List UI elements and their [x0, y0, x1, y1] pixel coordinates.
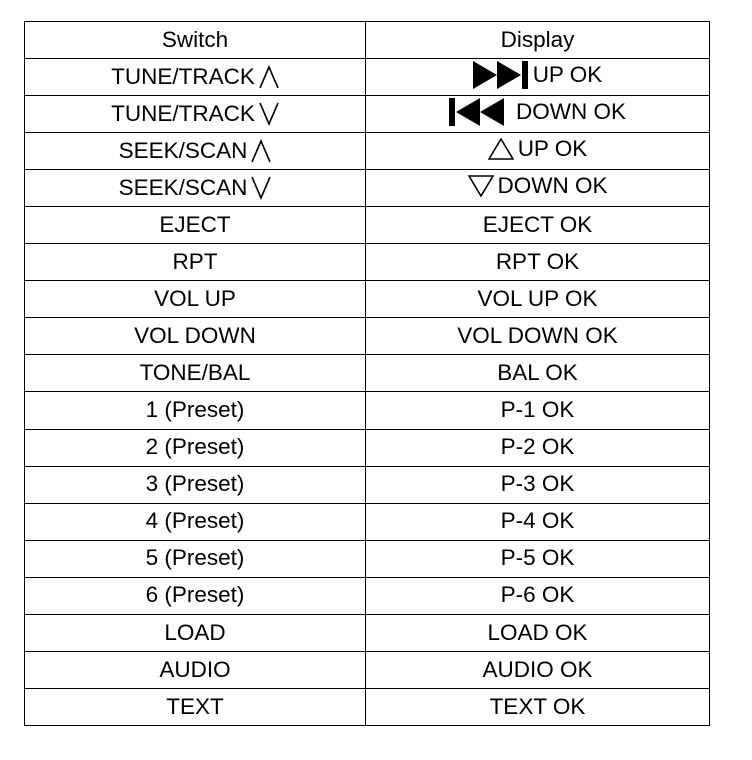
switch-cell: RPT [25, 244, 366, 281]
table-header-row [25, 22, 710, 59]
table-row [25, 466, 710, 503]
caret-down-icon [259, 102, 279, 126]
switch-cell: 1 (Preset) [25, 392, 366, 429]
display-cell: TEXT OK [366, 688, 710, 725]
display-label: DOWN OK [516, 98, 626, 124]
display-cell: RPT OK [366, 244, 710, 281]
caret-up-icon [251, 139, 271, 163]
display-cell [366, 133, 710, 170]
table-row [25, 540, 710, 577]
display-cell: P-5 OK [366, 540, 710, 577]
switch-label: SEEK/SCAN [118, 137, 248, 163]
switch-label: TUNE/TRACK [111, 100, 255, 126]
table-row [25, 59, 710, 96]
display-cell: P-6 OK [366, 577, 710, 614]
header-display: Display [366, 22, 710, 59]
display-cell: P-4 OK [366, 503, 710, 540]
switch-cell [25, 170, 366, 207]
switch-cell: VOL UP [25, 281, 366, 318]
table-row [25, 429, 710, 466]
display-cell: P-2 OK [366, 429, 710, 466]
switch-cell: 4 (Preset) [25, 503, 366, 540]
table-row [25, 244, 710, 281]
table-row [25, 133, 710, 170]
table-row [25, 96, 710, 133]
switch-display-table [24, 21, 710, 726]
table-row [25, 577, 710, 614]
table-row [25, 392, 710, 429]
switch-label: TUNE/TRACK [111, 63, 255, 89]
table-row [25, 651, 710, 688]
table-row [25, 170, 710, 207]
switch-cell [25, 59, 366, 96]
switch-cell [25, 133, 366, 170]
switch-cell: 6 (Preset) [25, 577, 366, 614]
display-cell: EJECT OK [366, 207, 710, 244]
table-row [25, 614, 710, 651]
table-row [25, 355, 710, 392]
display-cell [366, 96, 710, 133]
display-label: UP OK [517, 135, 588, 161]
switch-cell: 2 (Preset) [25, 429, 366, 466]
display-cell [366, 170, 710, 207]
table-row [25, 503, 710, 540]
table-row [25, 688, 710, 725]
display-label: DOWN OK [497, 172, 608, 198]
switch-cell: EJECT [25, 207, 366, 244]
display-cell [366, 59, 710, 96]
display-cell: P-3 OK [366, 466, 710, 503]
caret-up-icon [259, 65, 279, 89]
caret-down-icon [251, 176, 271, 200]
display-cell: AUDIO OK [366, 651, 710, 688]
triangle-up-outline-icon [488, 138, 514, 160]
table-body [25, 22, 710, 726]
switch-cell: TEXT [25, 688, 366, 725]
display-label: UP OK [532, 61, 603, 87]
table-row [25, 281, 710, 318]
switch-cell [25, 96, 366, 133]
display-cell: VOL UP OK [366, 281, 710, 318]
switch-cell: AUDIO [25, 651, 366, 688]
triangle-down-outline-icon [468, 175, 494, 197]
display-cell: LOAD OK [366, 614, 710, 651]
table-row [25, 318, 710, 355]
header-switch: Switch [25, 22, 366, 59]
display-cell: BAL OK [366, 355, 710, 392]
switch-cell: 5 (Preset) [25, 540, 366, 577]
display-cell: VOL DOWN OK [366, 318, 710, 355]
display-cell: P-1 OK [366, 392, 710, 429]
switch-cell: VOL DOWN [25, 318, 366, 355]
switch-cell: 3 (Preset) [25, 466, 366, 503]
fast-forward-icon [473, 60, 529, 90]
rewind-icon [449, 97, 507, 127]
switch-cell: TONE/BAL [25, 355, 366, 392]
switch-label: SEEK/SCAN [118, 174, 248, 200]
table-row [25, 207, 710, 244]
switch-cell: LOAD [25, 614, 366, 651]
